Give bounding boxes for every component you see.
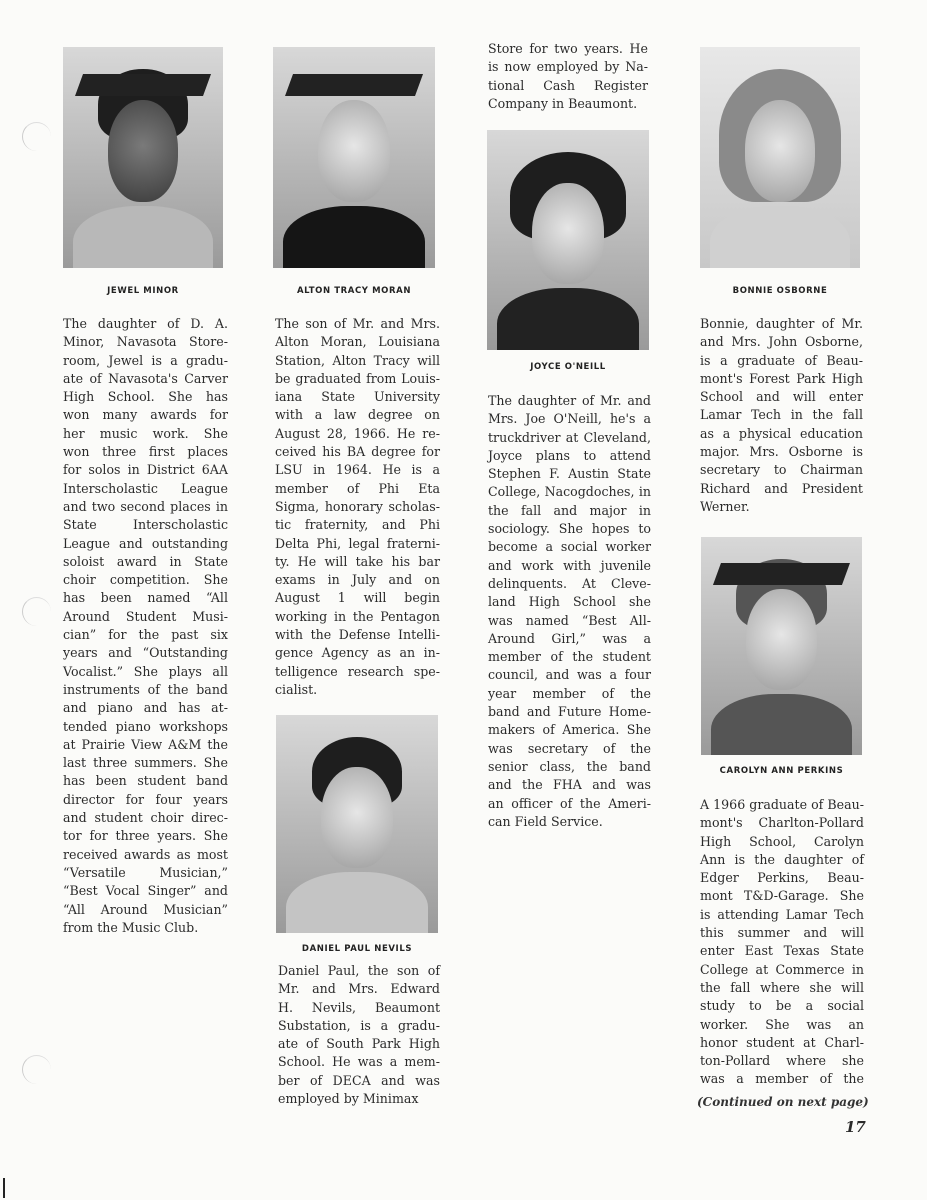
- text-line: and piano and has at-: [63, 700, 228, 716]
- text-line: Store for two years. He: [488, 41, 648, 56]
- text-line: tic fraternity, and Phi: [275, 517, 440, 533]
- text-line: was named “Best All-: [488, 612, 651, 628]
- text-line: Ann is the daughter of: [700, 851, 864, 867]
- text-line: room, Jewel is a gradu-: [63, 352, 228, 368]
- text-line: exams in July and on: [275, 572, 440, 588]
- text-line: cialist.: [275, 681, 318, 697]
- text-line: from the Music Club.: [63, 919, 199, 935]
- bio-daniel-paul-nevils: [278, 962, 440, 1108]
- text-line: the fall where she will: [700, 979, 864, 995]
- text-line: Richard and President: [700, 480, 863, 496]
- text-line: worker. She was an: [700, 1016, 864, 1032]
- bio-bonnie-osborne: [700, 315, 863, 516]
- page-edge-mark: [3, 1178, 5, 1198]
- photo-joyce-oneill: [487, 130, 649, 350]
- text-line: has been student band: [63, 773, 228, 789]
- text-line: years and “Outstanding: [63, 645, 228, 661]
- text-line: Around Girl,” was a: [488, 630, 651, 646]
- text-line: ty. He will take his bar: [275, 553, 440, 569]
- text-line: ton-Pollard where she: [700, 1053, 864, 1069]
- text-line: as a physical education: [700, 425, 863, 441]
- text-line: received awards as most: [63, 846, 228, 862]
- text-line: The daughter of Mr. and: [488, 393, 651, 408]
- text-line: become a social worker: [488, 539, 651, 555]
- binder-hole: [22, 597, 51, 626]
- text-line: School. He was a mem-: [278, 1054, 440, 1070]
- text-line: Minor, Navasota Store-: [63, 334, 228, 350]
- text-line: College at Commerce in: [700, 961, 864, 977]
- text-line: can Field Service.: [488, 813, 603, 829]
- text-line: tor for three years. She: [63, 828, 228, 844]
- text-line: at Prairie View A&M the: [63, 736, 228, 752]
- binder-hole: [22, 1055, 51, 1084]
- text-line: LSU in 1964. He is a: [275, 462, 440, 478]
- text-line: Around Student Musi-: [63, 608, 228, 624]
- photo-jewel-minor: [63, 47, 223, 268]
- caption-joyce-oneill: JOYCE O'NEILL: [530, 362, 606, 372]
- text-line: Bonnie, daughter of Mr.: [700, 316, 863, 331]
- text-line: Daniel Paul, the son of: [278, 963, 440, 978]
- text-line: is a graduate of Beau-: [700, 352, 863, 368]
- bio-jewel-minor: [63, 315, 228, 937]
- text-line: band and Future Home-: [488, 704, 651, 720]
- text-line: A 1966 graduate of Beau-: [700, 797, 864, 812]
- text-line: H. Nevils, Beaumont: [278, 999, 440, 1015]
- text-line: land High School she: [488, 594, 651, 610]
- text-line: her music work. She: [63, 425, 228, 441]
- text-line: ceived his BA degree for: [275, 444, 440, 460]
- text-line: High School, Carolyn: [700, 833, 864, 849]
- text-line: makers of America. She: [488, 722, 651, 738]
- text-line: year member of the: [488, 685, 651, 701]
- text-line: is now employed by Na-: [488, 59, 648, 75]
- text-line: “Best Vocal Singer” and: [63, 883, 228, 899]
- caption-carolyn-ann-perkins: CAROLYN ANN PERKINS: [719, 766, 844, 776]
- text-line: senior class, the band: [488, 758, 651, 774]
- text-line: member of Phi Eta: [275, 480, 440, 496]
- text-line: and Mrs. John Osborne,: [700, 334, 863, 350]
- text-line: working in the Pentagon: [275, 608, 440, 624]
- bio-daniel-paul-nevils-continued: [488, 40, 648, 113]
- text-line: Lamar Tech in the fall: [700, 407, 863, 423]
- continued-note: (Continued on next page): [697, 1095, 869, 1109]
- text-line: and student choir direc-: [63, 810, 228, 826]
- text-line: is attending Lamar Tech: [700, 906, 864, 922]
- text-line: ate of Navasota's Carver: [63, 370, 228, 386]
- text-line: Delta Phi, legal fraterni-: [275, 535, 440, 551]
- text-line: tended piano workshops: [63, 718, 228, 734]
- text-line: this summer and will: [700, 925, 864, 941]
- text-line: “Versatile Musician,”: [63, 864, 228, 880]
- text-line: August 1 will begin: [275, 590, 440, 606]
- text-line: has been named “All: [63, 590, 228, 606]
- text-line: mont's Charlton-Pollard: [700, 815, 864, 831]
- text-line: an officer of the Ameri-: [488, 795, 651, 811]
- binder-hole: [22, 122, 51, 151]
- text-line: Company in Beaumont.: [488, 95, 638, 111]
- photo-carolyn-ann-perkins: [701, 537, 862, 755]
- text-line: sociology. She hopes to: [488, 521, 651, 537]
- text-line: The son of Mr. and Mrs.: [275, 316, 440, 331]
- text-line: The daughter of D. A.: [63, 316, 228, 331]
- caption-daniel-paul-nevils: DANIEL PAUL NEVILS: [301, 944, 413, 954]
- text-line: ate of South Park High: [278, 1036, 440, 1052]
- photo-daniel-paul-nevils: [276, 715, 438, 933]
- text-line: August 28, 1966. He re-: [275, 425, 440, 441]
- text-line: the fall and major in: [488, 502, 651, 518]
- caption-bonnie-osborne: BONNIE OSBORNE: [732, 286, 828, 296]
- text-line: employed by Minimax: [278, 1091, 419, 1107]
- text-line: and two second places in: [63, 498, 228, 514]
- text-line: choir competition. She: [63, 572, 228, 588]
- text-line: for solos in District 6AA: [63, 462, 228, 478]
- text-line: Interscholastic League: [63, 480, 228, 496]
- text-line: High School. She has: [63, 389, 228, 405]
- text-line: member of the student: [488, 649, 651, 665]
- text-line: “All Around Musician”: [63, 901, 228, 917]
- text-line: tional Cash Register: [488, 77, 648, 93]
- text-line: secretary to Chairman: [700, 462, 863, 478]
- bio-carolyn-ann-perkins: [700, 796, 864, 1089]
- text-line: ber of DECA and was: [278, 1072, 440, 1088]
- text-line: be graduated from Louis-: [275, 370, 440, 386]
- page-number: 17: [845, 1118, 866, 1136]
- text-line: with a law degree on: [275, 407, 440, 423]
- text-line: State Interscholastic: [63, 517, 228, 533]
- text-line: Mr. and Mrs. Edward: [278, 981, 440, 997]
- text-line: truckdriver at Cleveland,: [488, 429, 651, 445]
- text-line: with the Defense Intelli-: [275, 627, 440, 643]
- text-line: instruments of the band: [63, 681, 228, 697]
- text-line: was a member of the: [700, 1071, 864, 1087]
- text-line: Werner.: [700, 498, 750, 514]
- text-line: council, and was a four: [488, 667, 651, 683]
- photo-bonnie-osborne: [700, 47, 860, 268]
- text-line: Vocalist.” She plays all: [63, 663, 228, 679]
- text-line: Sigma, honorary scholas-: [275, 498, 440, 514]
- caption-jewel-minor: JEWEL MINOR: [107, 286, 179, 296]
- text-line: iana State University: [275, 389, 440, 405]
- caption-alton-tracy-moran: ALTON TRACY MORAN: [296, 286, 412, 296]
- text-line: won three first places: [63, 444, 228, 460]
- text-line: Joyce plans to attend: [488, 447, 651, 463]
- bio-alton-tracy-moran: [275, 315, 440, 699]
- text-line: Stephen F. Austin State: [488, 466, 651, 482]
- text-line: won many awards for: [63, 407, 228, 423]
- text-line: was secretary of the: [488, 740, 651, 756]
- text-line: major. Mrs. Osborne is: [700, 444, 863, 460]
- text-line: College, Nacogdoches, in: [488, 484, 651, 500]
- text-line: gence Agency as an in-: [275, 645, 440, 661]
- text-line: enter East Texas State: [700, 943, 864, 959]
- text-line: study to be a social: [700, 998, 864, 1014]
- text-line: mont's Forest Park High: [700, 370, 863, 386]
- text-line: Mrs. Joe O'Neill, he's a: [488, 411, 651, 427]
- bio-joyce-oneill: [488, 392, 651, 831]
- text-line: Alton Moran, Louisiana: [275, 334, 440, 350]
- text-line: telligence research spe-: [275, 663, 440, 679]
- text-line: delinquents. At Cleve-: [488, 575, 651, 591]
- text-line: League and outstanding: [63, 535, 228, 551]
- text-line: mont T&D-Garage. She: [700, 888, 864, 904]
- text-line: honor student at Charl-: [700, 1034, 864, 1050]
- text-line: Substation, is a gradu-: [278, 1017, 440, 1033]
- text-line: Edger Perkins, Beau-: [700, 870, 864, 886]
- text-line: and the FHA and was: [488, 777, 651, 793]
- text-line: soloist award in State: [63, 553, 228, 569]
- text-line: last three summers. She: [63, 755, 228, 771]
- text-line: and work with juvenile: [488, 557, 651, 573]
- photo-alton-tracy-moran: [273, 47, 435, 268]
- text-line: Station, Alton Tracy will: [275, 352, 440, 368]
- text-line: director for four years: [63, 791, 228, 807]
- text-line: School and will enter: [700, 389, 863, 405]
- text-line: cian” for the past six: [63, 627, 228, 643]
